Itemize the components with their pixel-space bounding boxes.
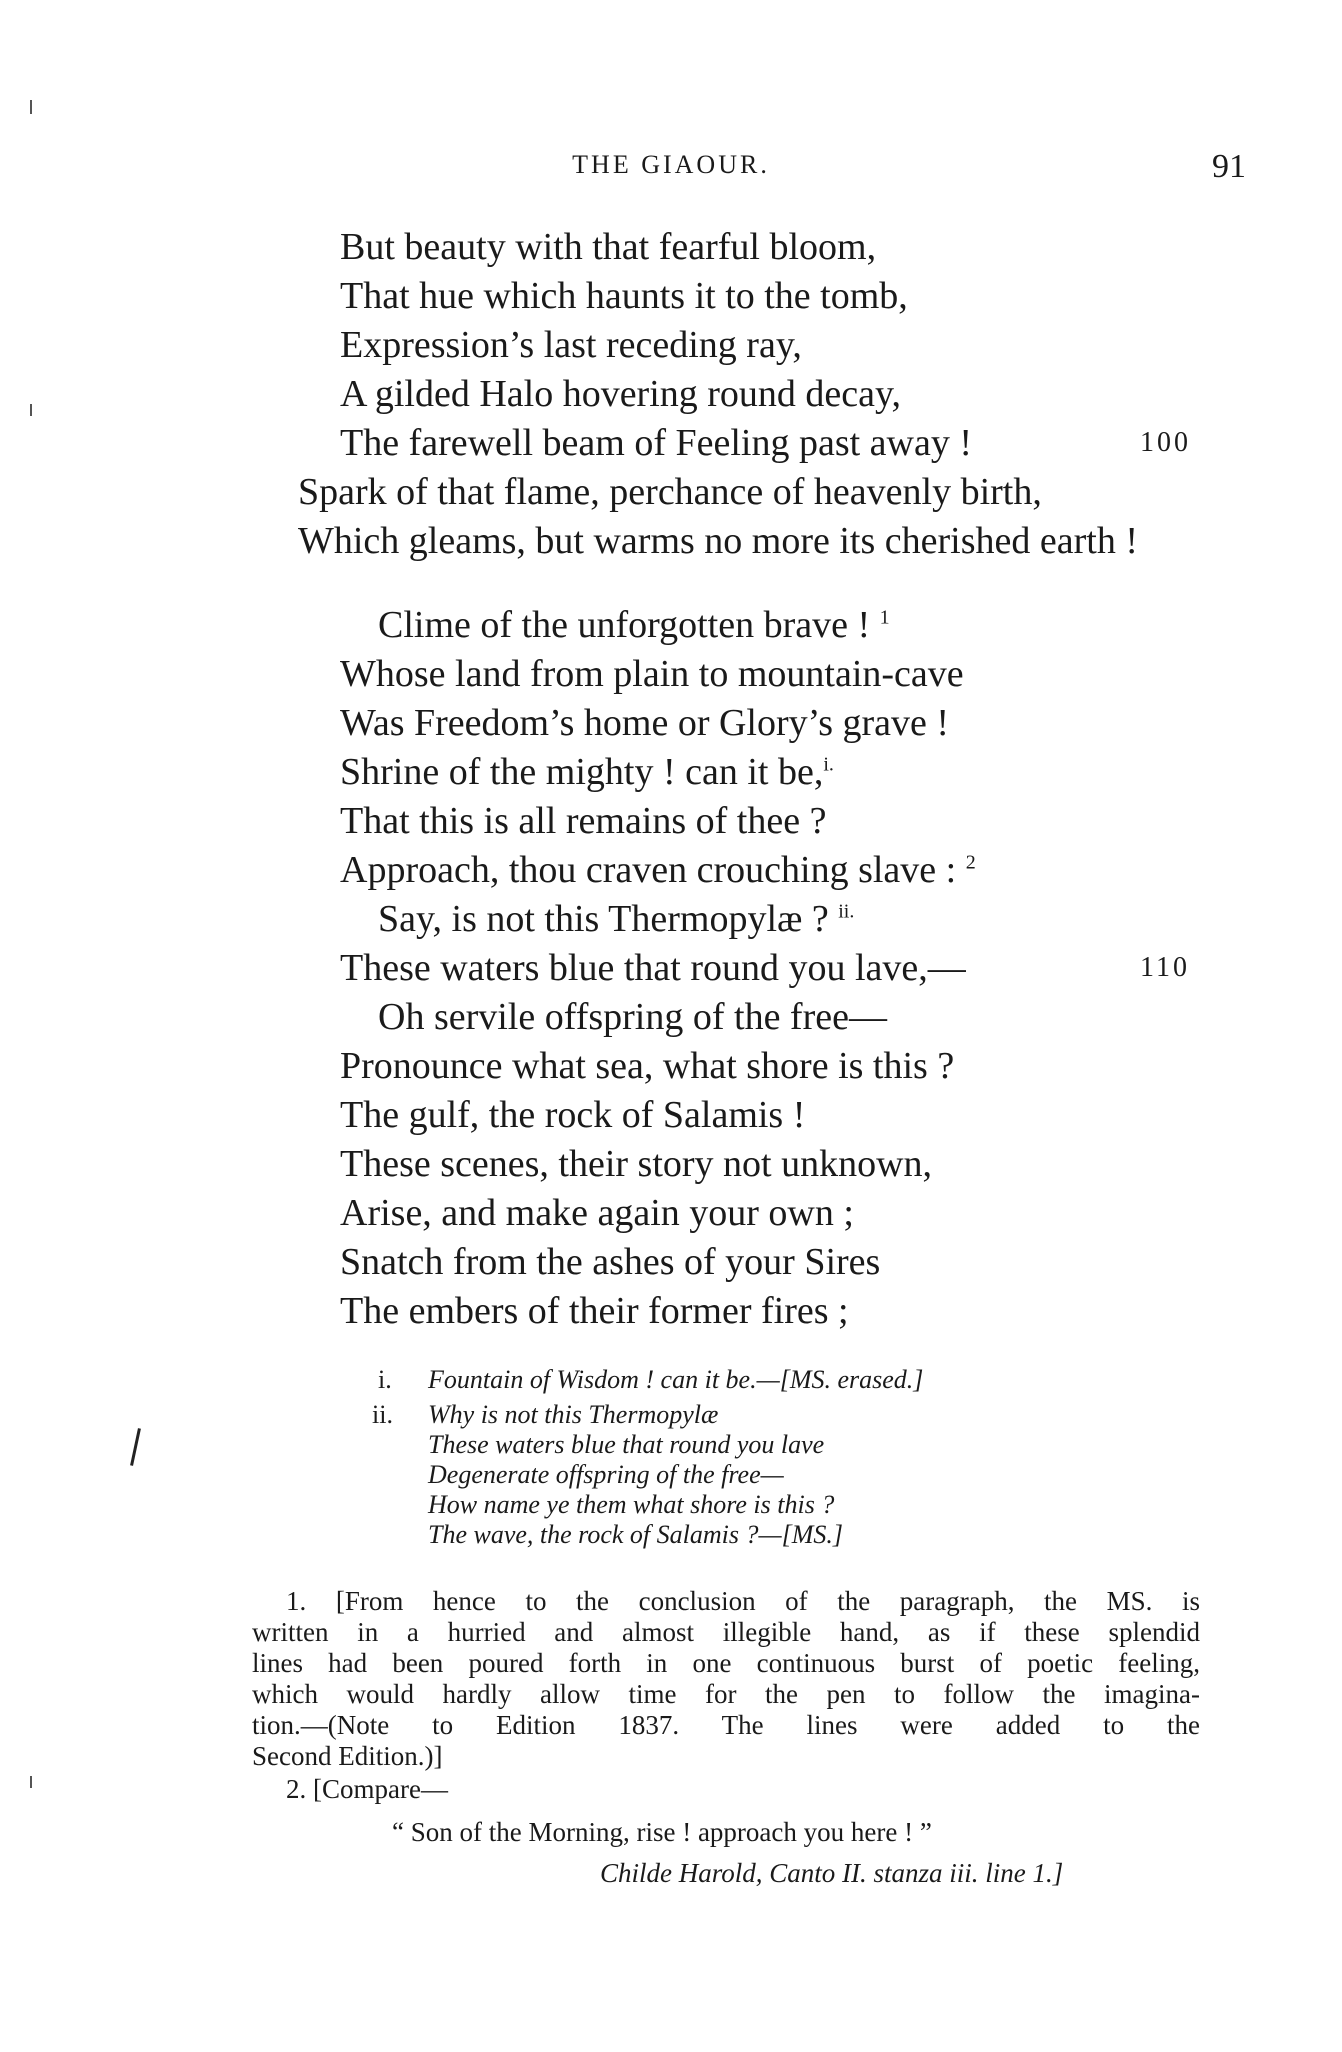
verse-line: Snatch from the ashes of your Sires (340, 1241, 881, 1283)
variant-label: i. (378, 1365, 392, 1394)
verse-line: The farewell beam of Feeling past away ! (340, 422, 973, 464)
margin-mark (30, 1776, 32, 1788)
footnote-line: written in a hurried and almost illegible hand, as if these splendid (252, 1617, 1200, 1647)
page-number: 91 (1212, 148, 1246, 185)
verse-line: Arise, and make again your own ; (340, 1192, 854, 1234)
line-number: 110 (1140, 952, 1190, 983)
footnote-quote: “ Son of the Morning, rise ! approach you here ! ” (392, 1817, 932, 1847)
footnote-line: tion.—(Note to Edition 1837. The lines were added to the (252, 1710, 1200, 1740)
verse-line: Oh servile offspring of the free— (378, 996, 887, 1038)
verse-line: But beauty with that fearful bloom, (340, 226, 877, 268)
footnote-line: 1. [From hence to the conclusion of the paragraph, the MS. is (286, 1586, 1200, 1616)
verse-line: The embers of their former fires ; (340, 1290, 849, 1332)
verse-line: Shrine of the mighty ! can it be,$^{i.}$ (340, 751, 834, 793)
verse-line: Spark of that flame, perchance of heavenly birth, (298, 471, 1042, 513)
line-number: 100 (1140, 427, 1191, 458)
verse-line: That this is all remains of thee ? (340, 800, 827, 842)
footnote-marker: 2 (965, 851, 976, 874)
footnote-line: lines had been poured forth in one continuous burst of poetic feeling, (252, 1648, 1200, 1678)
verse-line: Which gleams, but warms no more its cherished earth ! (298, 520, 1138, 562)
variant-marker: ii. (838, 900, 855, 923)
verse-line: Whose land from plain to mountain-cave (340, 653, 964, 695)
variant-reading: Degenerate offspring of the free— (428, 1460, 784, 1489)
variant-reading: These waters blue that round you lave (428, 1430, 825, 1459)
variant-reading: Fountain of Wisdom ! can it be.—[MS. erased.] (428, 1365, 924, 1394)
variant-label: ii. (372, 1400, 393, 1429)
verse-line: A gilded Halo hovering round decay, (340, 373, 902, 415)
variant-reading: Why is not this Thermopylæ (428, 1400, 719, 1429)
footnote-source: Childe Harold, Canto II. stanza iii. line 1.] (600, 1858, 1064, 1888)
footnote-line: 2. [Compare— (286, 1774, 448, 1804)
verse-line: These scenes, their story not unknown, (340, 1143, 933, 1185)
verse-line: These waters blue that round you lave,— (340, 947, 966, 989)
verse-line: Expression’s last receding ray, (340, 324, 802, 366)
variant-marker: i. (823, 753, 834, 776)
verse-line: The gulf, the rock of Salamis ! (340, 1094, 806, 1136)
margin-mark (30, 404, 32, 416)
footnote-line: Second Edition.)] (252, 1741, 443, 1771)
verse-line: Pronounce what sea, what shore is this ? (340, 1045, 955, 1087)
margin-mark (130, 1428, 141, 1466)
footnote-line: which would hardly allow time for the pen to follow the imagina- (252, 1679, 1200, 1709)
footnote-marker: 1 (879, 606, 890, 629)
running-title: THE GIAOUR. (572, 150, 770, 179)
verse-line: Say, is not this Thermopylæ ? $^{ii.}$ (378, 898, 855, 940)
variant-reading: How name ye them what shore is this ? (428, 1490, 835, 1519)
verse-line: Was Freedom’s home or Glory’s grave ! (340, 702, 950, 744)
margin-mark (30, 100, 32, 114)
verse-line: Approach, thou craven crouching slave : $^2$ (340, 849, 976, 891)
variant-reading: The wave, the rock of Salamis ?—[MS.] (428, 1520, 843, 1549)
verse-line: Clime of the unforgotten brave ! $^1$ (378, 604, 890, 646)
verse-line: That hue which haunts it to the tomb, (340, 275, 908, 317)
